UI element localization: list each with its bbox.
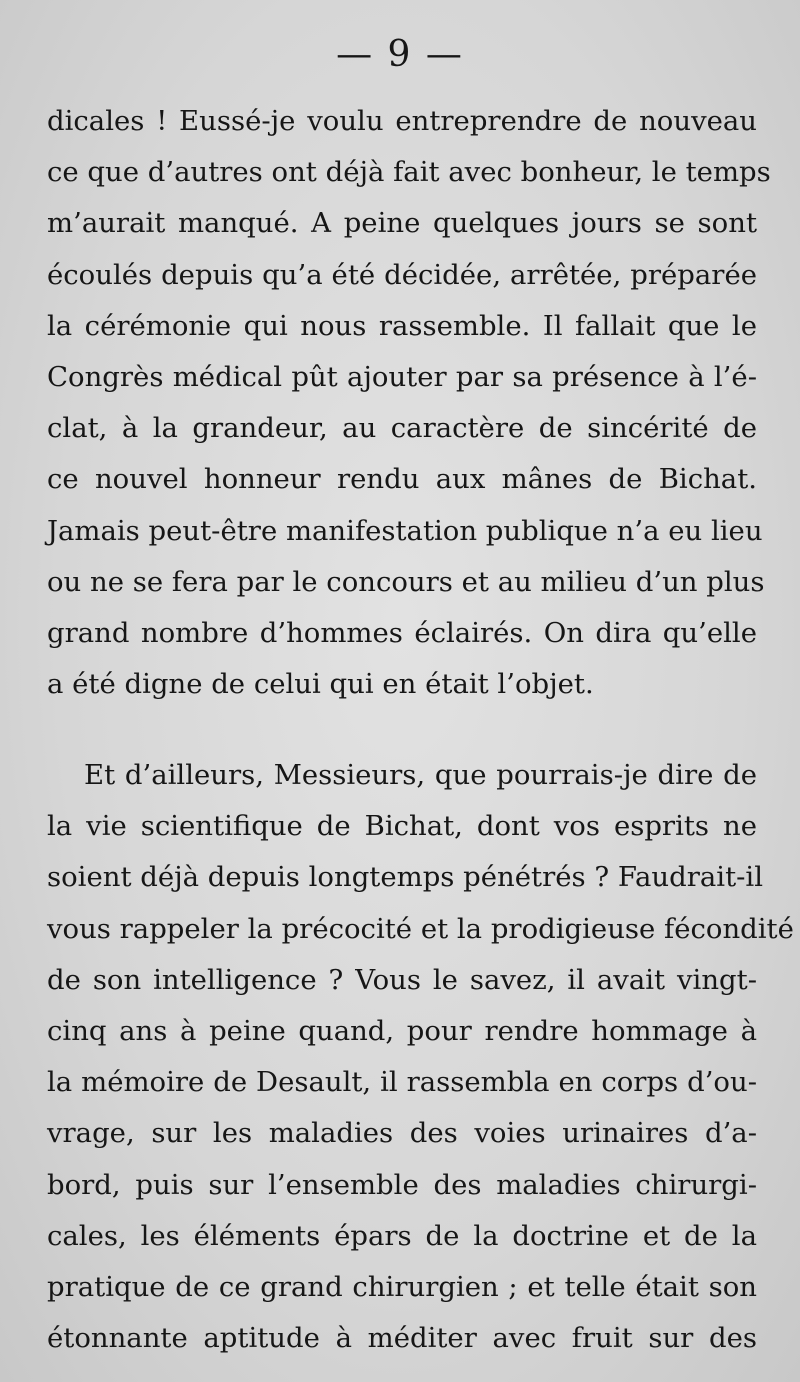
text-line: soient déjà depuis longtemps pénétrés ? Faudrait-il xyxy=(47,861,764,894)
text-line: bord, puis sur l’ensemble des maladies chirurgi- xyxy=(47,1168,757,1201)
text-line: la mémoire de Desault, il rassembla en corps d’ou- xyxy=(47,1066,757,1099)
text-line: la vie scientifique de Bichat, dont vos esprits ne xyxy=(47,810,757,843)
text-line: clat, à la grandeur, au caractère de sincérité de xyxy=(47,412,757,445)
page-number-header: — 9 — xyxy=(336,34,464,75)
text-line: étonnante aptitude à méditer avec fruit sur des xyxy=(47,1322,757,1355)
paragraph-1 xyxy=(47,96,771,710)
paragraph-2 xyxy=(47,750,794,1364)
text-line: Congrès médical pût ajouter par sa présence à l’é- xyxy=(47,360,757,393)
text-line: cinq ans à peine quand, pour rendre hommage à xyxy=(47,1014,757,1047)
text-line: vous rappeler la précocité et la prodigieuse fécondité xyxy=(47,912,794,945)
text-line: pratique de ce grand chirurgien ; et telle était son xyxy=(47,1270,757,1303)
text-line: de son intelligence ? Vous le savez, il avait vingt- xyxy=(47,963,757,996)
text-line: la cérémonie qui nous rassemble. Il fallait que le xyxy=(47,309,757,342)
text-line: écoulés depuis qu’a été décidée, arrêtée, préparée xyxy=(47,258,757,291)
text-line: Et d’ailleurs, Messieurs, que pourrais-je dire de xyxy=(84,759,757,791)
text-line: ou ne se fera par le concours et au milieu d’un plus xyxy=(47,565,765,598)
text-line: m’aurait manqué. A peine quelques jours se sont xyxy=(47,207,757,240)
text-line: vrage, sur les maladies des voies urinaires d’a- xyxy=(47,1117,757,1150)
text-line: cales, les éléments épars de la doctrine et de la xyxy=(47,1219,757,1252)
text-line: ce que d’autres ont déjà fait avec bonheur, le temps xyxy=(47,156,771,189)
text-line: dicales ! Eussé-je voulu entreprendre de nouveau xyxy=(47,105,757,137)
text-line: Jamais peut-être manifestation publique n’a eu lieu xyxy=(47,514,763,547)
text-line: grand nombre d’hommes éclairés. On dira qu’elle xyxy=(47,616,757,649)
text-line: a été digne de celui qui en était l’objet. xyxy=(47,668,594,701)
text-line: ce nouvel honneur rendu aux mânes de Bichat. xyxy=(47,463,757,496)
